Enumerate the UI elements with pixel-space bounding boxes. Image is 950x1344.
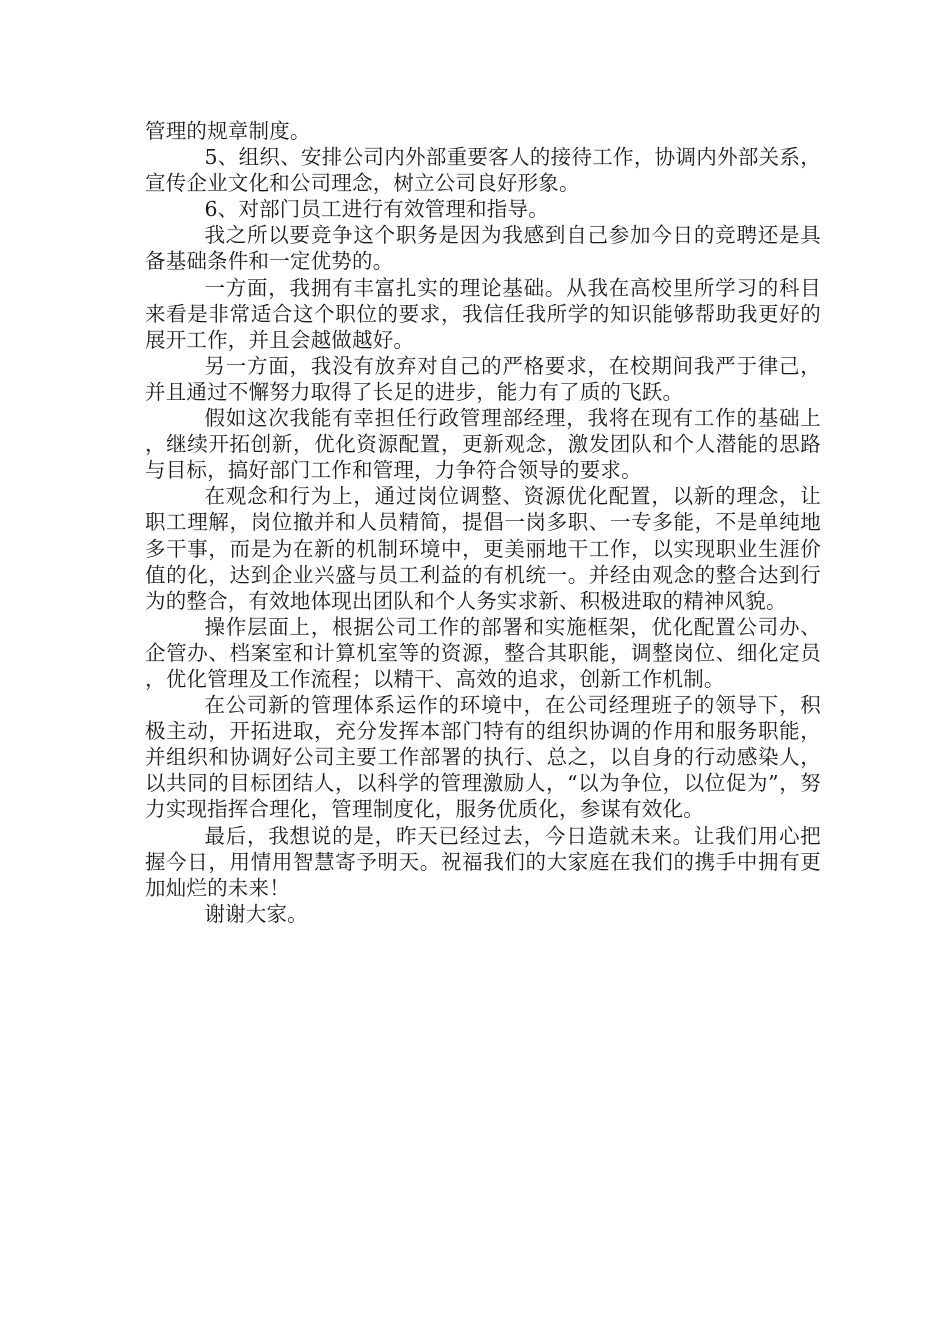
paragraph-thanks: 谢谢大家。	[204, 901, 308, 926]
paragraph-closing: 最后，我想说的是，昨天已经过去，今日造就未来。让我们用心把握今日，用情用智慧寄予明天。祝福我们的大家庭在我们的携手中拥有更加灿烂的未来！	[145, 823, 821, 900]
paragraph-concept-behavior: 在观念和行为上，通过岗位调整、资源优化配置，以新的理念，让职工理解，岗位撤并和人员精简，提倡一岗多职、一专多能，不是单纯地多干事，而是为在新的机制环境中，更美丽地干工作，以实现职业生涯价值的化，达到企业兴盛与员工利益的有机统一。并经由观念的整合达到行为的整合，有效地体现出团队和个人务实求新、积极进取的精神风貌。	[145, 484, 821, 613]
document-body	[145, 118, 821, 927]
paragraph-theory-foundation: 一方面，我拥有丰富扎实的理论基础。从我在高校里所学习的科目来看是非常适合这个职位的要求，我信任我所学的知识能够帮助我更好的展开工作，并且会越做越好。	[145, 275, 821, 352]
paragraph-management-system: 在公司新的管理体系运作的环境中，在公司经理班子的领导下，积极主动，开拓进取，充分发挥本部门特有的组织协调的作用和服务职能，并组织和协调好公司主要工作部署的执行、总之，以自身的行动感染人，以共同的目标团结人，以科学的管理激励人，“以为争位，以位促为”，努力实现指挥合理化，管理制度化，服务优质化，参谋有效化。	[145, 693, 821, 822]
paragraph-operation-level: 操作层面上，根据公司工作的部署和实施框架，优化配置公司办、企管办、档案室和计算机室等的资源，整合其职能，调整岗位、细化定员，优化管理及工作流程；以精干、高效的追求，创新工作机制。	[145, 614, 821, 691]
paragraph-item-5: 5、组织、安排公司内外部重要客人的接待工作，协调内外部关系，宣传企业文化和公司理念，树立公司良好形象。	[145, 145, 821, 196]
paragraph-self-discipline: 另一方面，我没有放弃对自己的严格要求，在校期间我严于律己，并且通过不懈努力取得了长足的进步，能力有了质的飞跃。	[145, 353, 821, 404]
paragraph-item-6: 6、对部门员工进行有效管理和指导。	[204, 197, 549, 222]
paragraph-motivation: 我之所以要竞争这个职务是因为我感到自己参加今日的竞聘还是具备基础条件和一定优势的。	[145, 223, 821, 274]
paragraph-continuation: 管理的规章制度。	[145, 119, 311, 143]
paragraph-plan: 假如这次我能有幸担任行政管理部经理，我将在现有工作的基础上，继续开拓创新，优化资源配置，更新观念，激发团队和个人潜能的思路与目标，搞好部门工作和管理，力争符合领导的要求。	[145, 406, 821, 483]
